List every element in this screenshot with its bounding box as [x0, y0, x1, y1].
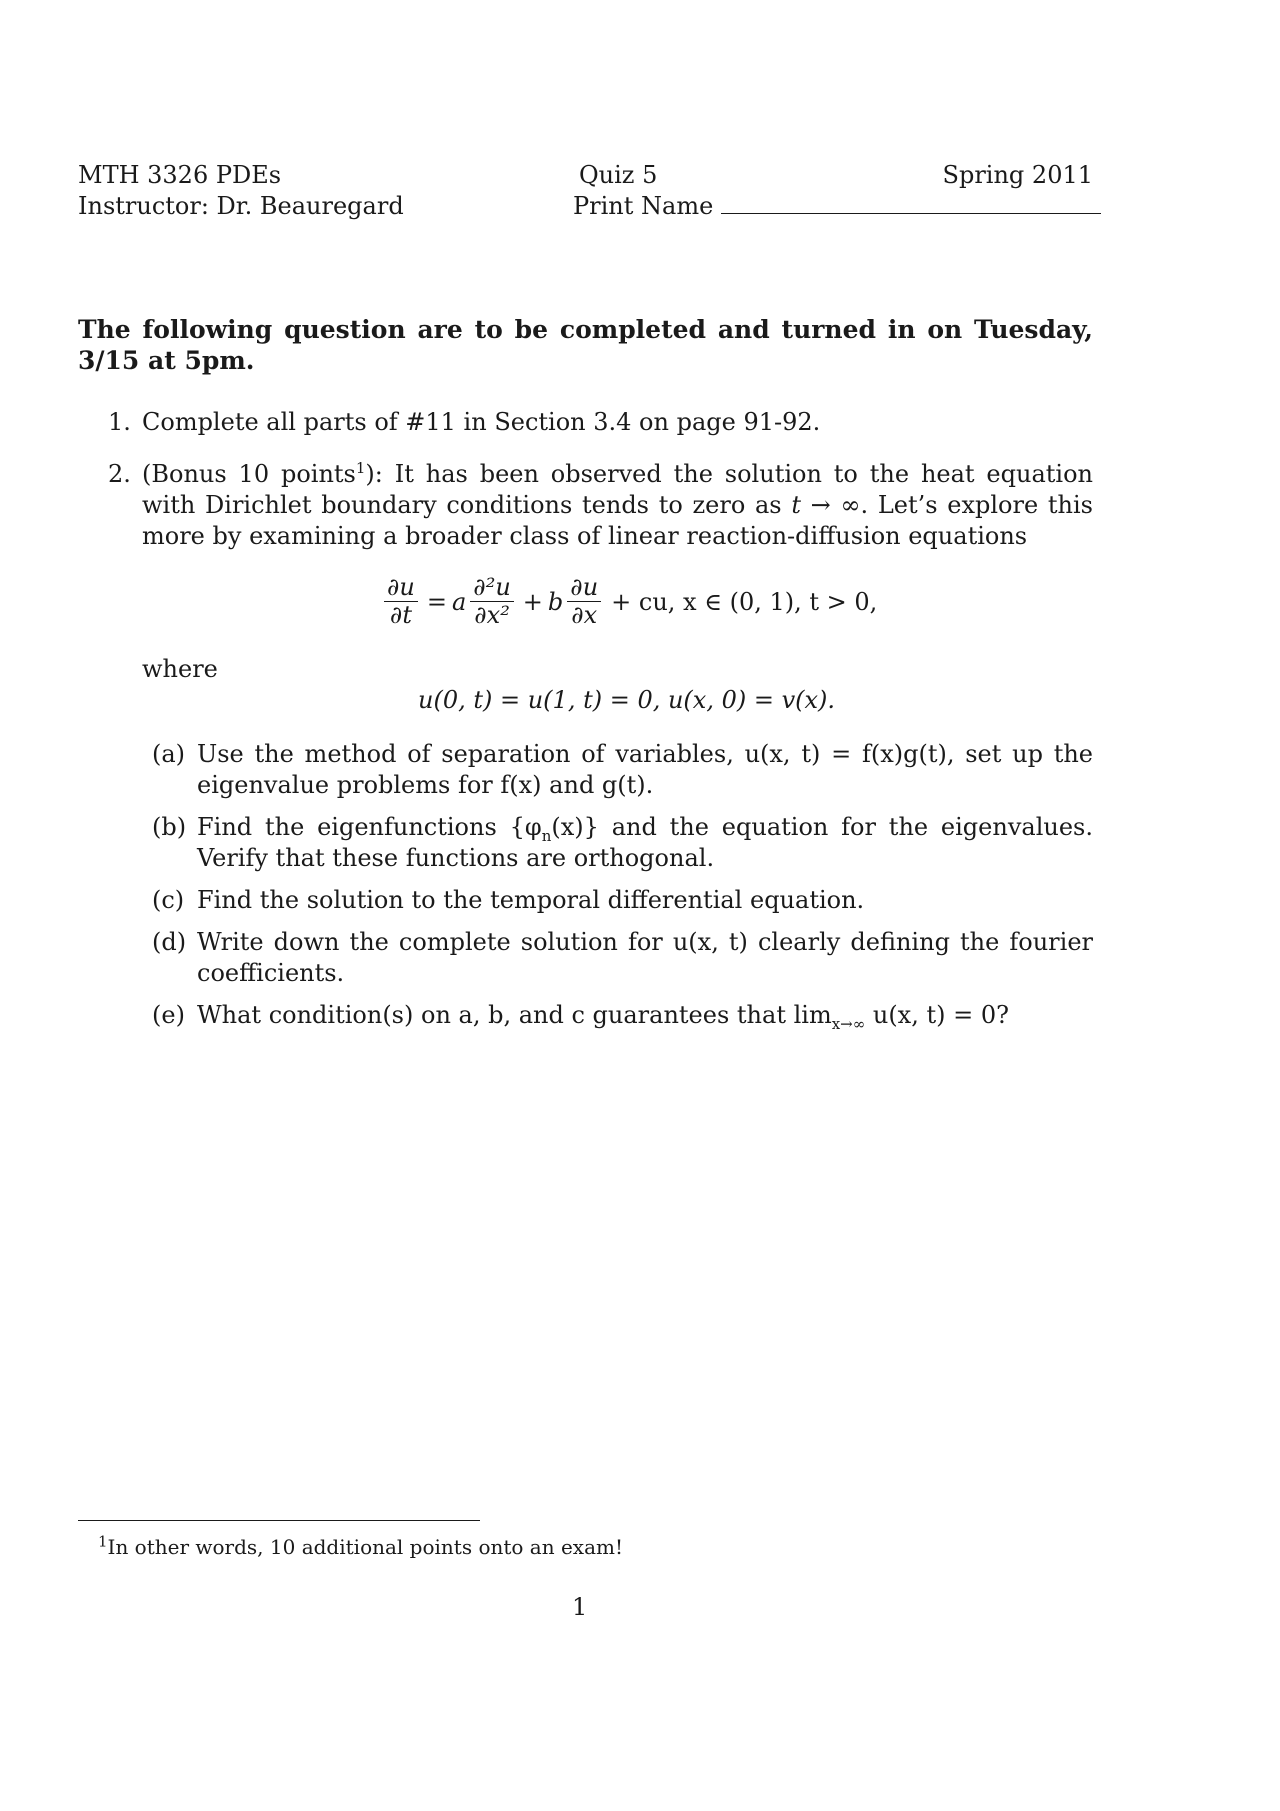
equals-sign: =: [426, 587, 447, 616]
denominator: ∂x²: [474, 601, 510, 629]
term-label: Spring 2011: [942, 161, 1093, 189]
question-text-part: . Let’s explore this more by examining a broader class of linear reaction-diffusion equations: [142, 491, 1093, 550]
header-left: [78, 160, 404, 222]
part-b: [152, 812, 1093, 874]
print-name-blank[interactable]: [721, 191, 1101, 214]
quiz-title: Quiz 5: [579, 161, 658, 189]
question-1: [108, 407, 1093, 438]
part-e: [152, 1000, 1093, 1031]
header-right: [943, 160, 1093, 191]
footnote-marker: 1: [355, 459, 366, 477]
coefficient-b: b: [547, 587, 564, 616]
coefficient-a: a: [451, 587, 467, 616]
part-text-segment: Find the eigenfunctions {φ: [197, 813, 542, 841]
part-text-segment: u(x, t) = 0?: [865, 1001, 1009, 1029]
part-text: Find the solution to the temporal differential equation.: [197, 886, 865, 914]
question-2: [108, 459, 1093, 552]
numerator: ∂u: [567, 574, 601, 602]
question-text: Complete all parts of #11 in Section 3.4 on page 91-92.: [142, 408, 821, 436]
subscript-n: n: [541, 826, 552, 845]
pde-equation: [380, 574, 877, 629]
instructions: The following question are to be completed and turned in on Tuesday, 3/15 at 5pm.: [78, 315, 1093, 375]
numerator: ∂²u: [470, 574, 514, 602]
math-limit: t → ∞: [791, 491, 861, 519]
denominator: ∂x: [571, 601, 598, 629]
instructor-name: Instructor: Dr. Beauregard: [78, 192, 404, 220]
print-name-label: Print Name: [573, 192, 714, 220]
question-text-part: ): It has been observed the solution to the heat equation with Dirichlet boundary conditions tends to zero as: [142, 460, 1093, 519]
numerator: ∂u: [384, 574, 418, 602]
fraction-d2u-dx2: [470, 574, 514, 629]
subscript-limit: x→∞: [831, 1014, 866, 1033]
part-a: [152, 739, 1093, 801]
footnote: [98, 1532, 624, 1559]
part-text: [197, 812, 1093, 874]
footnote-mark: 1: [98, 1532, 108, 1551]
question-text: [142, 459, 1093, 552]
footnote-text: In other words, 10 additional points onto an exam!: [107, 1535, 624, 1559]
denominator: ∂t: [389, 601, 412, 629]
plus-sign: +: [522, 587, 543, 616]
question-number: 1.: [108, 408, 131, 436]
part-text-segment: (x)} and the equation for the eigenvalues. Verify that these functions are orthogonal.: [197, 813, 1093, 872]
where-label: where: [142, 655, 218, 683]
part-c: [152, 885, 1093, 916]
part-text: Write down the complete solution for u(x, t) clearly defining the fourier coefficients.: [197, 928, 1093, 987]
boundary-conditions: u(0, t) = u(1, t) = 0, u(x, 0) = v(x).: [418, 686, 836, 714]
part-label: (c): [152, 886, 185, 914]
fraction-du-dt: [384, 574, 418, 629]
equation-tail: + cu, x ∈ (0, 1), t > 0,: [611, 587, 878, 616]
part-d: [152, 927, 1093, 989]
page-number: 1: [572, 1593, 588, 1621]
course-title: MTH 3326 PDEs: [78, 161, 282, 189]
question-number: 2.: [108, 460, 131, 488]
part-label: (a): [152, 740, 186, 768]
part-label: (d): [152, 928, 187, 956]
part-text: Use the method of separation of variables, u(x, t) = f(x)g(t), set up the eigenvalue problems for f(x) and g(t).: [197, 740, 1093, 799]
part-label: (b): [152, 813, 187, 841]
part-text-segment: What condition(s) on a, b, and c guarantees that lim: [197, 1001, 832, 1029]
question-text-part: (Bonus 10 points: [142, 460, 356, 488]
part-text: [197, 1000, 1093, 1031]
footnote-rule: [78, 1520, 480, 1521]
print-name-row: [573, 191, 1101, 222]
part-label: (e): [152, 1001, 185, 1029]
fraction-du-dx: [567, 574, 601, 629]
